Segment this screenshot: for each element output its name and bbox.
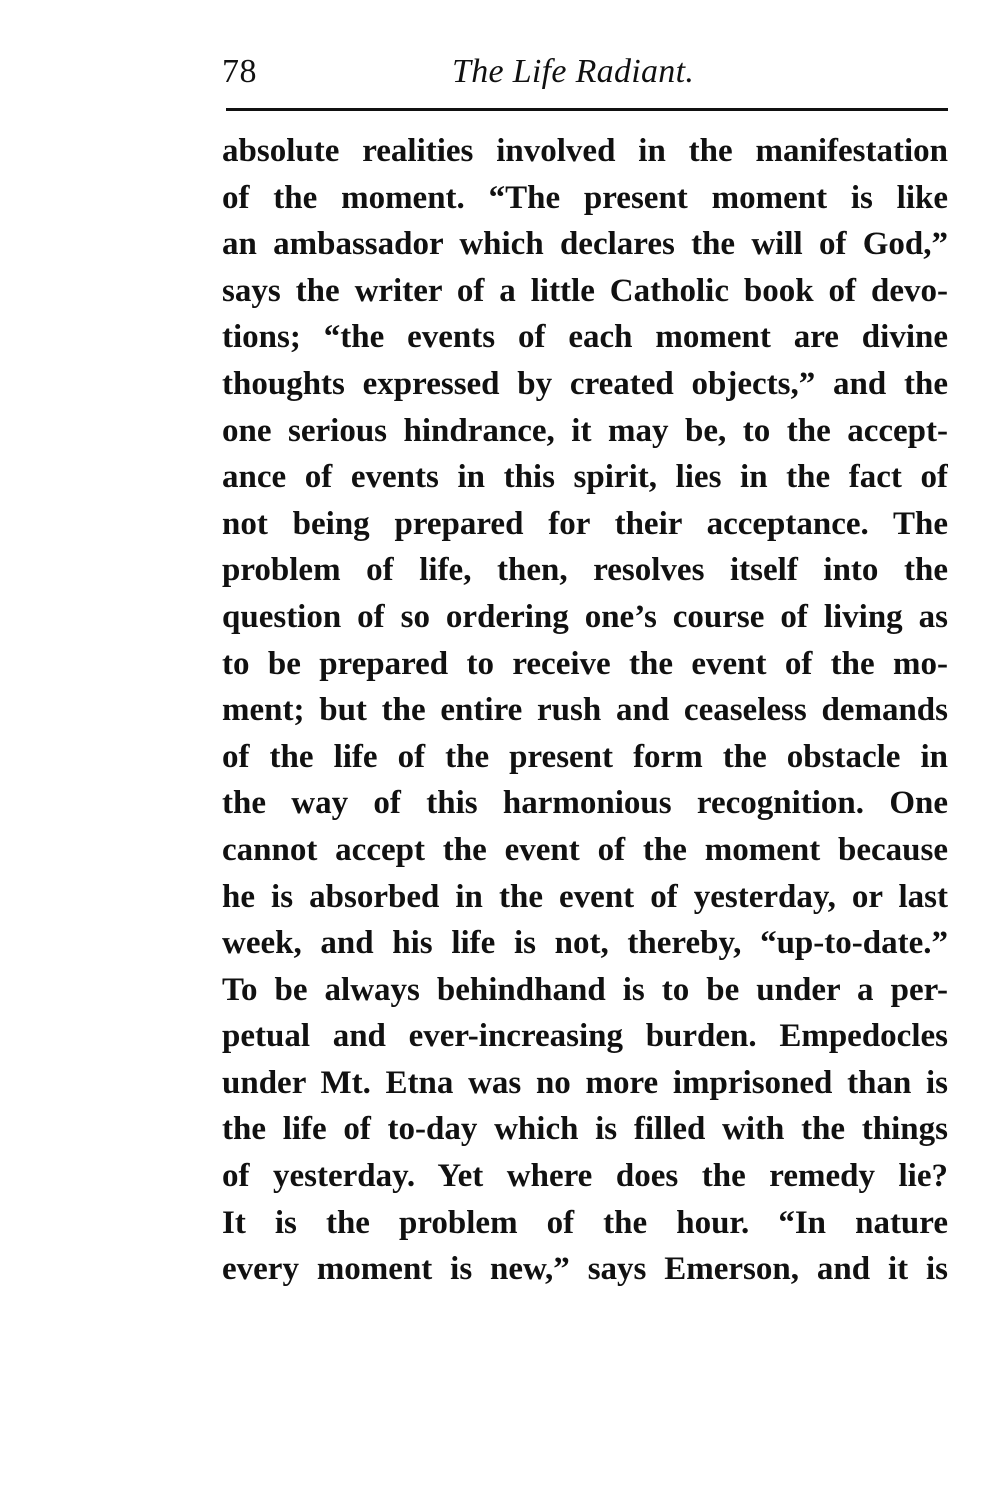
text-line: the life of to-day which is filled with the things — [222, 1111, 948, 1148]
text-line: To be always behindhand is to be under a per- — [222, 971, 948, 1008]
text-line: tions; “the events of each moment are divine — [222, 319, 948, 356]
text-line: of yesterday. Yet where does the remedy lie? — [222, 1158, 948, 1195]
text-line: of the life of the present form the obstacle in — [222, 738, 948, 775]
running-title: The Life Radiant. — [452, 53, 695, 90]
text-line: ment; but the entire rush and ceaseless demands — [222, 692, 948, 729]
text-line: says the writer of a little Catholic book of devo- — [222, 272, 948, 309]
header-rule — [226, 108, 948, 111]
text-line: one serious hindrance, it may be, to the accept- — [222, 412, 948, 449]
page-number: 78 — [222, 53, 257, 90]
text-line: cannot accept the event of the moment because — [222, 831, 948, 868]
text-line: every moment is new,” says Emerson, and it is — [222, 1251, 948, 1288]
text-line: he is absorbed in the event of yesterday, or last — [222, 878, 948, 915]
text-line: It is the problem of the hour. “In nature — [222, 1204, 948, 1241]
text-line: to be prepared to receive the event of the mo- — [222, 645, 948, 682]
text-line: thoughts expressed by created objects,” and the — [222, 365, 948, 402]
text-line: absolute realities involved in the manifestation — [222, 133, 948, 169]
body-text — [222, 128, 948, 1293]
text-line: petual and ever-increasing burden. Empedocles — [222, 1018, 948, 1055]
text-line: week, and his life is not, thereby, “up-to-date.” — [222, 925, 948, 962]
text-line: the way of this harmonious recognition. One — [222, 785, 948, 822]
text-line: an ambassador which declares the will of God,” — [222, 226, 948, 263]
text-line: under Mt. Etna was no more imprisoned than is — [222, 1064, 948, 1101]
text-line: not being prepared for their acceptance. The — [222, 505, 948, 542]
text-line: of the moment. “The present moment is like — [222, 179, 948, 216]
text-line: question of so ordering one’s course of living as — [222, 598, 948, 635]
text-line: ance of events in this spirit, lies in the fact of — [222, 459, 948, 496]
page-header — [222, 50, 948, 100]
text-line: problem of life, then, resolves itself into the — [222, 552, 948, 589]
